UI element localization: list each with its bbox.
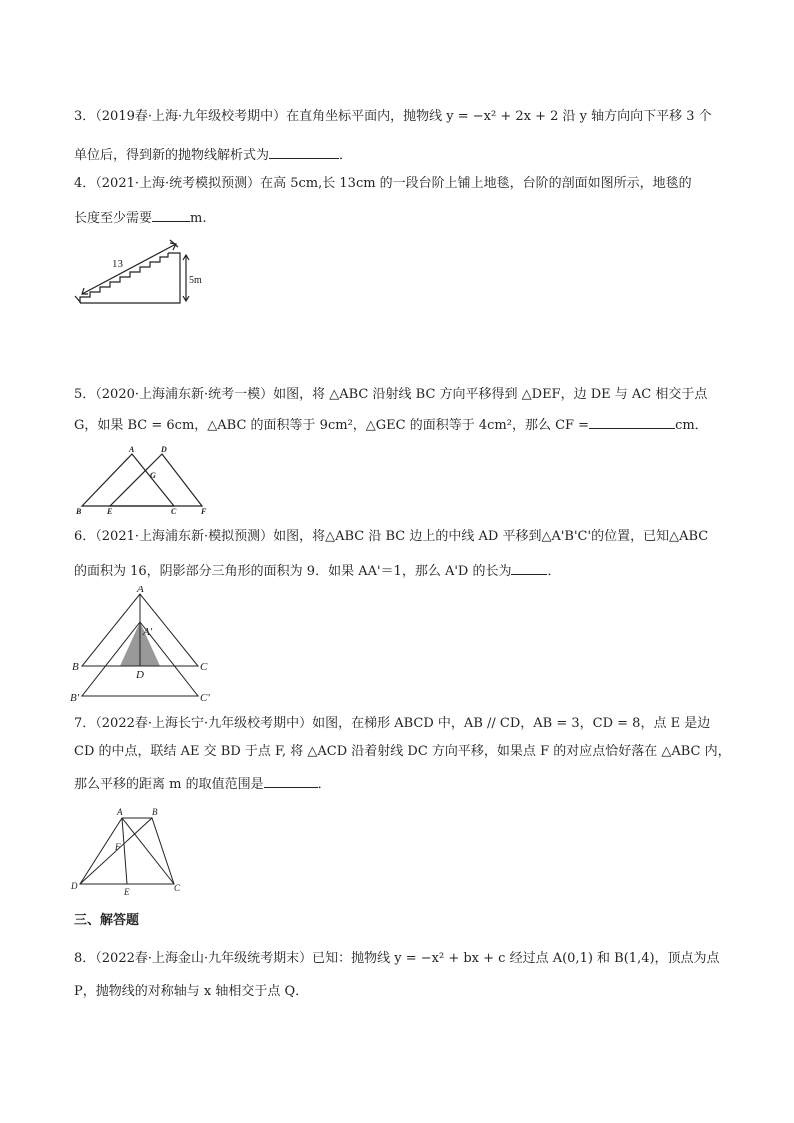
q4-staircase-figure	[68, 230, 218, 310]
q5-label-d: D	[161, 446, 167, 454]
q3-answer-blank[interactable]	[269, 144, 339, 159]
q8-line-2: P，抛物线的对称轴与 x 轴相交于点 Q．	[74, 984, 309, 999]
q4-answer-blank[interactable]	[152, 207, 190, 222]
diagonal-ac	[122, 818, 174, 884]
q3-tail: ．	[339, 148, 353, 163]
q7-label-d: D	[71, 881, 78, 891]
segment-ae	[122, 818, 127, 884]
q6-median-figure	[68, 586, 228, 704]
q6-label-b-prime: B'	[70, 692, 80, 704]
q5-line-2	[74, 414, 708, 435]
q7-label-e: E	[124, 887, 130, 897]
q6-stem: 的面积为 16，阴影部分三角形的面积为 9．如果 AA'＝1，那么 A'D 的长为	[74, 564, 512, 579]
q5-label-c: C	[171, 507, 177, 516]
staircase-outline	[80, 253, 180, 303]
q8-line-1: 8．（2022春·上海金山·九年级统考期末）已知：抛物线 y = −x² + bx + c 经过点 A(0,1) 和 B(1,4)，顶点为点	[74, 951, 720, 966]
q6-label-b: B	[72, 661, 79, 673]
q7-line-2: CD 的中点，联结 AE 交 BD 于点 F, 将 △ACD 沿着射线 DC 方向平移，如果点 F 的对应点恰好落在 △ABC 内，	[74, 744, 731, 759]
q7-label-f: F	[115, 842, 121, 852]
q5-stem: G，如果 BC = 6cm，△ABC 的面积等于 9cm²，△GEC 的面积等于 4cm²，那么 CF =	[74, 418, 590, 433]
q7-answer-blank[interactable]	[264, 773, 318, 788]
q6-label-a-prime: A'	[143, 626, 153, 638]
q6-label-c: C	[200, 661, 208, 673]
q5-label-f: F	[201, 507, 207, 516]
q7-label-c: C	[174, 883, 181, 893]
q6-tail: ．	[547, 564, 561, 579]
q5-answer-blank[interactable]	[589, 414, 675, 429]
q5-translation-figure	[72, 446, 217, 516]
q4-label-13: 13	[112, 258, 123, 270]
q4-line-2	[74, 207, 206, 228]
q4-line-1: 4．（2021·上海·统考模拟预测）在高 5cm,长 13cm 的一段台阶上铺上地毯，台阶的剖面如图所示，地毯的	[74, 176, 692, 191]
q6-line-2	[74, 560, 561, 581]
section-heading: 三、解答题	[74, 913, 140, 928]
q4-tail: m.	[190, 211, 207, 226]
q5-label-b: B	[76, 507, 82, 516]
q4-stem: 长度至少需要	[74, 211, 153, 226]
q5-label-e: E	[107, 507, 113, 516]
q7-tail: ．	[317, 777, 331, 792]
q5-line-1: 5．（2020·上海浦东新·统考一模）如图，将 △ABC 沿射线 BC 方向平移得到 △DEF，边 DE 与 AC 相交于点	[74, 387, 708, 402]
q6-label-c-prime: C'	[200, 692, 210, 704]
q4-label-5m: 5m	[189, 275, 202, 286]
q7-trapezoid-figure	[68, 805, 193, 897]
triangle-abc	[82, 454, 174, 506]
q7-label-a: A	[117, 807, 123, 817]
q3-line-1: 3．（2019春·上海·九年级校考期中）在直角坐标平面内，抛物线 y = −x² + 2x + 2 沿 y 轴方向向下平移 3 个	[74, 109, 712, 124]
q7-stem: 那么平移的距离 m 的取值范围是	[74, 777, 264, 792]
staircase-steps	[80, 253, 168, 303]
q7-line-3	[74, 773, 331, 794]
q5-tail: cm．	[675, 418, 708, 433]
q6-answer-blank[interactable]	[511, 560, 547, 575]
q7-label-b: B	[152, 807, 158, 817]
q3-line-2	[74, 144, 352, 165]
q3-stem: 单位后，得到新的抛物线解析式为	[74, 148, 270, 163]
q6-line-1: 6．（2021·上海浦东新·模拟预测）如图，将△ABC 沿 BC 边上的中线 AD 平移到△A'B'C'的位置，已知△ABC	[74, 529, 709, 544]
trapezoid-abcd	[80, 818, 174, 884]
q6-label-d: D	[136, 669, 144, 681]
q5-label-a: A	[129, 446, 135, 454]
q5-label-g: G	[150, 471, 156, 480]
q7-line-1: 7．（2022春·上海长宁·九年级校考期中）如图，在梯形 ABCD 中，AB // CD，AB = 3，CD = 8，点 E 是边	[74, 716, 711, 731]
q6-label-a: A	[137, 586, 144, 595]
